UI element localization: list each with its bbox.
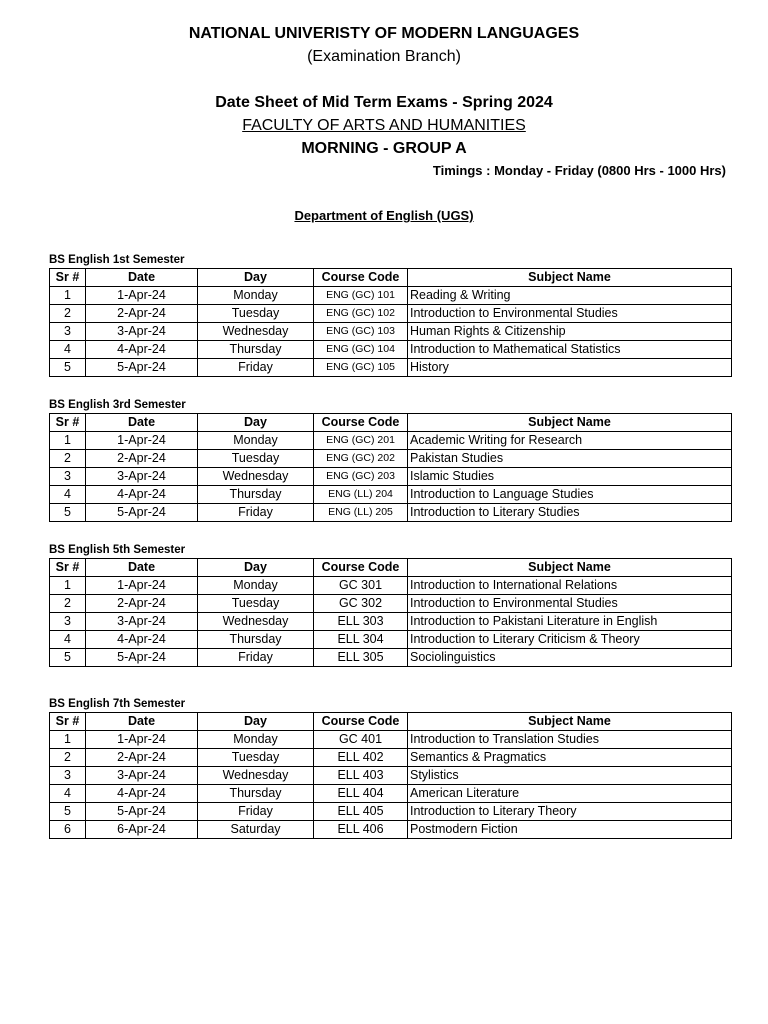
date-column-header: Date xyxy=(86,559,198,577)
semester-title: BS English 5th Semester xyxy=(49,544,186,556)
subject-name-cell: Introduction to Translation Studies xyxy=(408,731,732,749)
sr-column-header: Sr # xyxy=(50,414,86,432)
table-row xyxy=(50,468,732,486)
date-cell: 2-Apr-24 xyxy=(86,749,198,767)
date-cell: 5-Apr-24 xyxy=(86,649,198,667)
subject-name-cell: Reading & Writing xyxy=(408,287,732,305)
sr-cell: 4 xyxy=(50,785,86,803)
sr-cell: 6 xyxy=(50,821,86,839)
day-cell: Thursday xyxy=(198,631,314,649)
day-cell: Saturday xyxy=(198,821,314,839)
subject-name-cell: Introduction to International Relations xyxy=(408,577,732,595)
day-cell: Monday xyxy=(198,287,314,305)
group-label: MORNING - GROUP A xyxy=(301,140,467,157)
course-code-cell: ELL 304 xyxy=(314,631,408,649)
course-code-cell: ELL 406 xyxy=(314,821,408,839)
subject-name-cell: Sociolinguistics xyxy=(408,649,732,667)
date-cell: 5-Apr-24 xyxy=(86,504,198,522)
subject-name-cell: Academic Writing for Research xyxy=(408,432,732,450)
subject-name-cell: Introduction to Literary Theory xyxy=(408,803,732,821)
timings-label: Timings : Monday - Friday (0800 Hrs - 1000 Hrs) xyxy=(432,163,726,178)
day-cell: Wednesday xyxy=(198,468,314,486)
course-code-column-header: Course Code xyxy=(314,559,408,577)
course-code-cell: ELL 405 xyxy=(314,803,408,821)
course-code-column-header: Course Code xyxy=(314,269,408,287)
subject-name-cell: History xyxy=(408,359,732,377)
day-column-header: Day xyxy=(198,269,314,287)
course-code-cell: ELL 404 xyxy=(314,785,408,803)
subject-name-cell: Pakistan Studies xyxy=(408,450,732,468)
course-code-cell: ELL 305 xyxy=(314,649,408,667)
day-cell: Friday xyxy=(198,504,314,522)
table-row xyxy=(50,287,732,305)
date-cell: 3-Apr-24 xyxy=(86,767,198,785)
course-code-cell: GC 401 xyxy=(314,731,408,749)
sr-cell: 3 xyxy=(50,613,86,631)
table-row xyxy=(50,341,732,359)
course-code-cell: ENG (GC) 103 xyxy=(314,323,408,341)
semester-title: BS English 1st Semester xyxy=(49,254,185,266)
subject-name-column-header: Subject Name xyxy=(408,713,732,731)
table-row xyxy=(50,649,732,667)
table-row xyxy=(50,803,732,821)
table-row xyxy=(50,821,732,839)
subject-name-cell: Introduction to Environmental Studies xyxy=(408,595,732,613)
date-cell: 5-Apr-24 xyxy=(86,803,198,821)
table-header-row xyxy=(50,414,732,432)
sr-cell: 2 xyxy=(50,305,86,323)
table-row xyxy=(50,785,732,803)
day-column-header: Day xyxy=(198,713,314,731)
date-cell: 5-Apr-24 xyxy=(86,359,198,377)
semester-title: BS English 7th Semester xyxy=(49,698,186,710)
sr-cell: 4 xyxy=(50,486,86,504)
date-cell: 1-Apr-24 xyxy=(86,287,198,305)
exam-schedule-table xyxy=(49,558,732,667)
subject-name-cell: Introduction to Pakistani Literature in English xyxy=(408,613,732,631)
day-cell: Wednesday xyxy=(198,767,314,785)
day-cell: Tuesday xyxy=(198,305,314,323)
subject-name-cell: Introduction to Literary Studies xyxy=(408,504,732,522)
date-cell: 1-Apr-24 xyxy=(86,731,198,749)
department-title: Department of English (UGS) xyxy=(294,208,474,223)
table-row xyxy=(50,450,732,468)
day-cell: Friday xyxy=(198,803,314,821)
exam-schedule-table xyxy=(49,712,732,839)
semester-block xyxy=(49,398,731,522)
course-code-column-header: Course Code xyxy=(314,414,408,432)
course-code-cell: ENG (LL) 204 xyxy=(314,486,408,504)
sr-cell: 2 xyxy=(50,595,86,613)
date-column-header: Date xyxy=(86,713,198,731)
subject-name-cell: Introduction to Language Studies xyxy=(408,486,732,504)
table-row xyxy=(50,432,732,450)
subject-name-cell: Introduction to Literary Criticism & Theory xyxy=(408,631,732,649)
course-code-cell: ENG (GC) 202 xyxy=(314,450,408,468)
day-cell: Monday xyxy=(198,731,314,749)
day-column-header: Day xyxy=(198,414,314,432)
sr-cell: 4 xyxy=(50,341,86,359)
subject-name-cell: Semantics & Pragmatics xyxy=(408,749,732,767)
table-row xyxy=(50,631,732,649)
table-row xyxy=(50,749,732,767)
table-header-row xyxy=(50,269,732,287)
date-cell: 2-Apr-24 xyxy=(86,595,198,613)
day-cell: Thursday xyxy=(198,785,314,803)
day-cell: Tuesday xyxy=(198,749,314,767)
sr-cell: 1 xyxy=(50,577,86,595)
subject-name-cell: Introduction to Environmental Studies xyxy=(408,305,732,323)
table-row xyxy=(50,359,732,377)
date-cell: 3-Apr-24 xyxy=(86,613,198,631)
subject-name-column-header: Subject Name xyxy=(408,414,732,432)
date-cell: 6-Apr-24 xyxy=(86,821,198,839)
table-header-row xyxy=(50,713,732,731)
day-cell: Thursday xyxy=(198,341,314,359)
day-cell: Monday xyxy=(198,577,314,595)
sr-cell: 1 xyxy=(50,731,86,749)
subject-name-column-header: Subject Name xyxy=(408,269,732,287)
semester-block xyxy=(49,543,731,667)
subject-name-cell: Postmodern Fiction xyxy=(408,821,732,839)
branch-name: (Examination Branch) xyxy=(307,48,461,65)
semester-block xyxy=(49,253,731,377)
day-cell: Tuesday xyxy=(198,450,314,468)
sr-column-header: Sr # xyxy=(50,269,86,287)
course-code-cell: ELL 402 xyxy=(314,749,408,767)
table-row xyxy=(50,504,732,522)
table-row xyxy=(50,613,732,631)
day-cell: Wednesday xyxy=(198,613,314,631)
semester-title: BS English 3rd Semester xyxy=(49,399,186,411)
course-code-cell: ENG (GC) 203 xyxy=(314,468,408,486)
day-cell: Friday xyxy=(198,359,314,377)
date-column-header: Date xyxy=(86,269,198,287)
exam-schedule-table xyxy=(49,268,732,377)
sr-cell: 3 xyxy=(50,468,86,486)
sr-cell: 5 xyxy=(50,359,86,377)
date-cell: 1-Apr-24 xyxy=(86,577,198,595)
course-code-cell: ENG (GC) 201 xyxy=(314,432,408,450)
table-row xyxy=(50,767,732,785)
subject-name-column-header: Subject Name xyxy=(408,559,732,577)
table-row xyxy=(50,577,732,595)
sr-cell: 1 xyxy=(50,432,86,450)
date-column-header: Date xyxy=(86,414,198,432)
course-code-cell: ELL 303 xyxy=(314,613,408,631)
day-column-header: Day xyxy=(198,559,314,577)
date-sheet-title: Date Sheet of Mid Term Exams - Spring 2024 xyxy=(215,94,553,111)
faculty-name: FACULTY OF ARTS AND HUMANITIES xyxy=(242,117,526,134)
subject-name-cell: American Literature xyxy=(408,785,732,803)
subject-name-cell: Islamic Studies xyxy=(408,468,732,486)
sr-column-header: Sr # xyxy=(50,559,86,577)
university-name: NATIONAL UNIVERISTY OF MODERN LANGUAGES xyxy=(188,25,580,42)
day-cell: Wednesday xyxy=(198,323,314,341)
sr-cell: 4 xyxy=(50,631,86,649)
sr-cell: 5 xyxy=(50,649,86,667)
date-cell: 1-Apr-24 xyxy=(86,432,198,450)
date-cell: 3-Apr-24 xyxy=(86,468,198,486)
date-cell: 4-Apr-24 xyxy=(86,341,198,359)
sr-cell: 5 xyxy=(50,803,86,821)
day-cell: Tuesday xyxy=(198,595,314,613)
date-cell: 4-Apr-24 xyxy=(86,785,198,803)
date-cell: 4-Apr-24 xyxy=(86,486,198,504)
day-cell: Friday xyxy=(198,649,314,667)
semester-block xyxy=(49,697,731,839)
date-cell: 3-Apr-24 xyxy=(86,323,198,341)
date-cell: 4-Apr-24 xyxy=(86,631,198,649)
course-code-cell: ENG (GC) 104 xyxy=(314,341,408,359)
day-cell: Thursday xyxy=(198,486,314,504)
sr-column-header: Sr # xyxy=(50,713,86,731)
table-row xyxy=(50,305,732,323)
table-header-row xyxy=(50,559,732,577)
table-row xyxy=(50,486,732,504)
course-code-cell: GC 302 xyxy=(314,595,408,613)
course-code-column-header: Course Code xyxy=(314,713,408,731)
course-code-cell: ENG (LL) 205 xyxy=(314,504,408,522)
table-row xyxy=(50,731,732,749)
subject-name-cell: Introduction to Mathematical Statistics xyxy=(408,341,732,359)
sr-cell: 2 xyxy=(50,450,86,468)
subject-name-cell: Stylistics xyxy=(408,767,732,785)
sr-cell: 1 xyxy=(50,287,86,305)
table-row xyxy=(50,323,732,341)
course-code-cell: ENG (GC) 102 xyxy=(314,305,408,323)
date-cell: 2-Apr-24 xyxy=(86,305,198,323)
day-cell: Monday xyxy=(198,432,314,450)
sr-cell: 3 xyxy=(50,767,86,785)
date-cell: 2-Apr-24 xyxy=(86,450,198,468)
course-code-cell: ENG (GC) 101 xyxy=(314,287,408,305)
sr-cell: 3 xyxy=(50,323,86,341)
subject-name-cell: Human Rights & Citizenship xyxy=(408,323,732,341)
course-code-cell: ENG (GC) 105 xyxy=(314,359,408,377)
table-row xyxy=(50,595,732,613)
sr-cell: 2 xyxy=(50,749,86,767)
course-code-cell: GC 301 xyxy=(314,577,408,595)
course-code-cell: ELL 403 xyxy=(314,767,408,785)
sr-cell: 5 xyxy=(50,504,86,522)
exam-schedule-table xyxy=(49,413,732,522)
